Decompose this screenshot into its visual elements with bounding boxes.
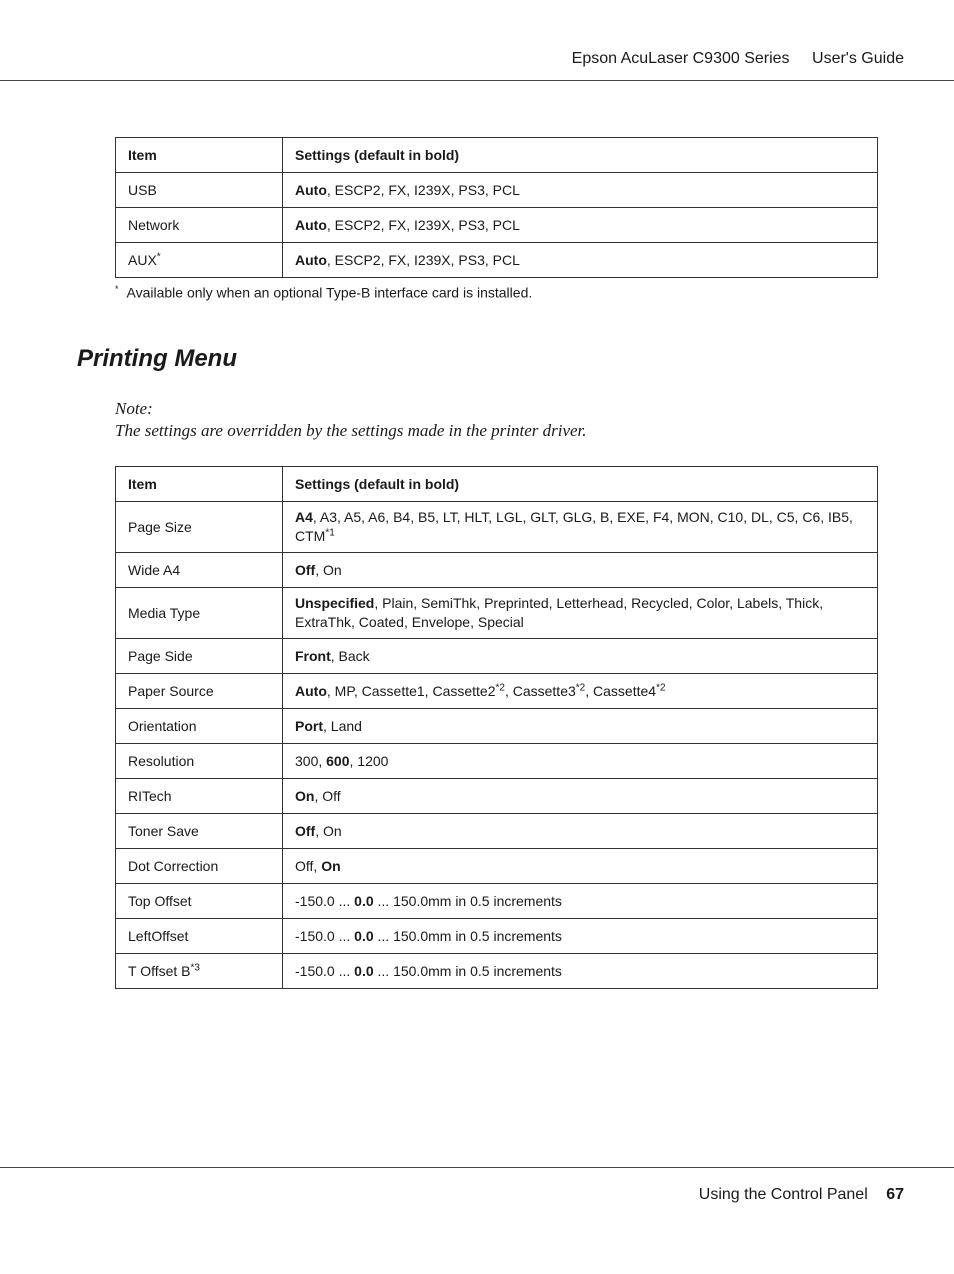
settings-cell: Port, Land — [283, 709, 878, 744]
footnote-mark: * — [115, 284, 119, 294]
page-header — [572, 50, 904, 68]
note-text: The settings are overridden by the settings made in the printer driver. — [115, 421, 587, 440]
table-footnote — [115, 284, 532, 301]
column-header-settings: Settings (default in bold) — [283, 467, 878, 502]
header-guide: User's Guide — [812, 50, 904, 67]
table-row — [116, 709, 878, 744]
table-row — [116, 954, 878, 989]
table-header-row — [116, 467, 878, 502]
settings-cell: Auto, ESCP2, FX, I239X, PS3, PCL — [283, 208, 878, 243]
table-row — [116, 502, 878, 553]
item-cell: Network — [116, 208, 283, 243]
item-cell: AUX* — [116, 243, 283, 278]
header-rule — [0, 80, 954, 81]
settings-cell: Off, On — [283, 814, 878, 849]
table-row — [116, 779, 878, 814]
item-cell: Resolution — [116, 744, 283, 779]
settings-cell: Unspecified, Plain, SemiThk, Preprinted, Letterhead, Recycled, Color, Labels, Thick, ExtraThk, Coated, Envelope, Special — [283, 588, 878, 639]
table-row — [116, 849, 878, 884]
table-row — [116, 243, 878, 278]
item-cell: Page Side — [116, 639, 283, 674]
column-header-item: Item — [116, 138, 283, 173]
settings-cell: -150.0 ... 0.0 ... 150.0mm in 0.5 increments — [283, 884, 878, 919]
settings-cell: -150.0 ... 0.0 ... 150.0mm in 0.5 increments — [283, 919, 878, 954]
printing-settings-table — [115, 466, 878, 989]
item-cell: Wide A4 — [116, 553, 283, 588]
column-header-item: Item — [116, 467, 283, 502]
item-cell: Toner Save — [116, 814, 283, 849]
settings-cell: Off, On — [283, 553, 878, 588]
item-cell: Top Offset — [116, 884, 283, 919]
footer-chapter: Using the Control Panel — [698, 1186, 868, 1203]
table-row — [116, 173, 878, 208]
item-cell: Paper Source — [116, 674, 283, 709]
item-cell: RITech — [116, 779, 283, 814]
table-row — [116, 639, 878, 674]
note-label: Note: — [115, 399, 153, 418]
settings-cell: Auto, ESCP2, FX, I239X, PS3, PCL — [283, 173, 878, 208]
footer-rule — [0, 1167, 954, 1168]
item-cell: LeftOffset — [116, 919, 283, 954]
settings-cell: Front, Back — [283, 639, 878, 674]
table-row — [116, 588, 878, 639]
settings-cell: On, Off — [283, 779, 878, 814]
interface-settings-table — [115, 137, 878, 278]
table-row — [116, 553, 878, 588]
settings-cell: Auto, ESCP2, FX, I239X, PS3, PCL — [283, 243, 878, 278]
table-header-row — [116, 138, 878, 173]
settings-cell: A4, A3, A5, A6, B4, B5, LT, HLT, LGL, GLT, GLG, B, EXE, F4, MON, C10, DL, C5, C6, IB5, CTM$^{*1}$ — [283, 502, 878, 553]
table-row — [116, 208, 878, 243]
table-row — [116, 884, 878, 919]
table-row — [116, 814, 878, 849]
table-row — [116, 919, 878, 954]
item-cell: Media Type — [116, 588, 283, 639]
header-product: Epson AcuLaser C9300 Series — [571, 50, 790, 67]
item-cell: Orientation — [116, 709, 283, 744]
item-cell: Page Size — [116, 502, 283, 553]
settings-cell: Auto, MP, Cassette1, Cassette2$^{*2}$, Cassette3$^{*2}$, Cassette4$^{*2}$ — [283, 674, 878, 709]
item-cell: USB — [116, 173, 283, 208]
settings-cell: -150.0 ... 0.0 ... 150.0mm in 0.5 increments — [283, 954, 878, 989]
settings-cell: 300, 600, 1200 — [283, 744, 878, 779]
page-number: 67 — [886, 1186, 904, 1203]
settings-cell: Off, On — [283, 849, 878, 884]
section-title: Printing Menu — [77, 345, 237, 372]
column-header-settings: Settings (default in bold) — [283, 138, 878, 173]
footnote-text: Available only when an optional Type-B interface card is installed. — [126, 284, 533, 301]
table-row — [116, 744, 878, 779]
item-cell: T Offset $B^{*3}$ — [116, 954, 283, 989]
page-footer — [699, 1186, 904, 1204]
item-cell: Dot Correction — [116, 849, 283, 884]
table-row — [116, 674, 878, 709]
